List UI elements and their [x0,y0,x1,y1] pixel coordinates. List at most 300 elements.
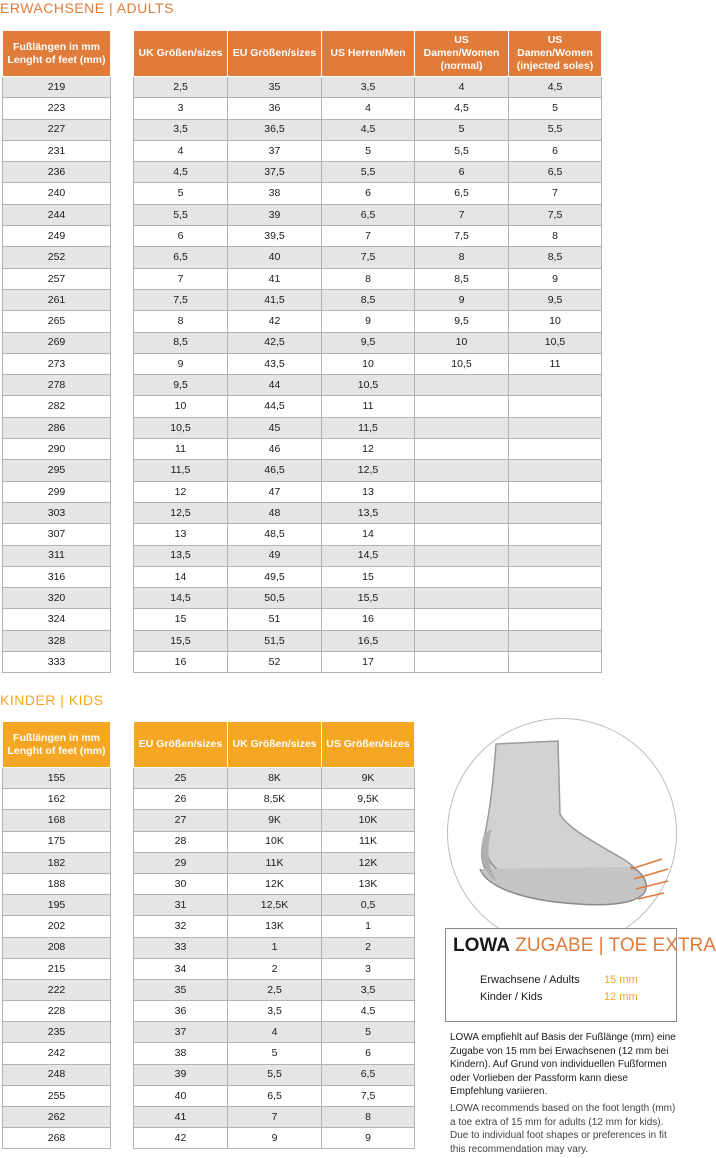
adults-size-cell: 5,5 [134,204,228,225]
kids-size-cell: 39 [134,1064,228,1085]
kids-foot-length-row [3,1085,111,1106]
adults-size-cell: 8,5 [509,247,602,268]
adults-foot-length-row [3,247,111,268]
adults-foot-length-cell: 333 [3,652,111,673]
adults-size-cell: 2,5 [134,77,228,98]
adults-size-cell: 11,5 [322,417,415,438]
adults-size-cell: 13 [134,524,228,545]
kids-foot-length-cell: 155 [3,768,111,789]
adults-size-cell: 4,5 [134,162,228,183]
adults-size-cell: 13,5 [322,502,415,523]
kids-us-header: US Größen/sizes [322,722,415,768]
adults-size-row [134,502,602,523]
kids-size-cell: 29 [134,852,228,873]
adults-size-cell: 47 [228,481,322,502]
adults-size-cell: 15,5 [134,630,228,651]
adults-size-cell [509,566,602,587]
adults-size-cell: 48 [228,502,322,523]
kids-size-cell: 28 [134,831,228,852]
kids-size-cell: 13K [322,873,415,894]
adults-foot-length-cell: 307 [3,524,111,545]
adults-size-cell: 12,5 [134,502,228,523]
adults-foot-length-row [3,652,111,673]
adults-size-cell: 7 [322,226,415,247]
adults-size-row [134,332,602,353]
adults-size-cell: 10,5 [415,353,509,374]
kids-size-cell: 32 [134,916,228,937]
kids-size-cell: 5,5 [228,1064,322,1085]
adults-size-cell: 8,5 [415,268,509,289]
adults-size-cell: 37,5 [228,162,322,183]
toe-extra-title [453,935,716,957]
adults-size-cell: 37 [228,140,322,161]
kids-size-row [134,1001,415,1022]
kids-size-cell: 6,5 [228,1085,322,1106]
adults-extra-value: 15 mm [604,974,638,986]
adults-size-cell: 3,5 [322,77,415,98]
adults-size-cell: 6,5 [134,247,228,268]
adults-size-cell: 6 [415,162,509,183]
adults-size-cell: 4,5 [415,98,509,119]
kids-foot-length-row [3,810,111,831]
adults-size-cell: 13,5 [134,545,228,566]
adults-size-cell: 8,5 [322,289,415,310]
adults-size-row [134,652,602,673]
adults-size-cell: 52 [228,652,322,673]
adults-foot-length-row [3,375,111,396]
adults-foot-length-cell: 261 [3,289,111,310]
adults-size-row [134,268,602,289]
adults-size-cell: 14 [322,524,415,545]
adults-size-cell: 7,5 [322,247,415,268]
adults-size-cell: 11 [322,396,415,417]
adults-foot-length-cell: 311 [3,545,111,566]
adults-size-cell [415,460,509,481]
adults-size-row [134,417,602,438]
adults-foot-length-cell: 320 [3,588,111,609]
adults-size-row [134,77,602,98]
adults-size-cell: 43,5 [228,353,322,374]
adults-size-cell: 46,5 [228,460,322,481]
kids-size-cell: 9K [322,768,415,789]
adults-size-row [134,524,602,545]
kids-size-cell: 42 [134,1128,228,1149]
adults-size-cell: 9,5 [509,289,602,310]
kids-size-cell: 5 [322,1022,415,1043]
adults-foot-length-row [3,545,111,566]
adults-size-cell: 9 [415,289,509,310]
adults-foot-length-cell: 252 [3,247,111,268]
kids-foot-length-cell: 162 [3,789,111,810]
kids-foot-length-row [3,831,111,852]
adults-size-row [134,353,602,374]
adults-size-cell: 36,5 [228,119,322,140]
adults-size-cell: 46 [228,439,322,460]
adults-size-cell: 38 [228,183,322,204]
kids-size-cell: 5 [228,1043,322,1064]
kids-size-cell: 2 [322,937,415,958]
adults-size-cell: 48,5 [228,524,322,545]
kids-size-cell: 7 [228,1107,322,1128]
adults-foot-length-cell: 282 [3,396,111,417]
adults-size-cell: 5 [509,98,602,119]
kids-foot-length-cell: 222 [3,979,111,1000]
adults-size-cell [415,481,509,502]
adults-size-row [134,162,602,183]
kids-foot-length-cell: 255 [3,1085,111,1106]
adults-foot-length-cell: 278 [3,375,111,396]
kids-size-row [134,895,415,916]
kids-size-row [134,852,415,873]
adults-foot-length-cell: 257 [3,268,111,289]
adults-size-cell: 16,5 [322,630,415,651]
adults-size-table [133,30,602,673]
adults-size-cell: 7 [134,268,228,289]
adults-size-cell [509,481,602,502]
adults-size-cell [415,375,509,396]
adults-size-cell: 10 [415,332,509,353]
adults-size-cell: 39,5 [228,226,322,247]
adults-size-cell [509,609,602,630]
adults-foot-length-row [3,226,111,247]
adults-size-cell [415,396,509,417]
adults-foot-length-row [3,524,111,545]
adults-size-cell: 5 [415,119,509,140]
adults-size-cell: 45 [228,417,322,438]
adults-foot-length-cell: 231 [3,140,111,161]
kids-size-cell: 12,5K [228,895,322,916]
adults-size-cell: 10 [322,353,415,374]
adults-size-row [134,98,602,119]
adults-size-row [134,396,602,417]
adults-size-cell: 7 [509,183,602,204]
kids-foot-length-row [3,937,111,958]
kids-size-cell: 11K [228,852,322,873]
adults-size-cell: 40 [228,247,322,268]
adults-size-cell: 5 [322,140,415,161]
adults-size-cell: 10,5 [134,417,228,438]
adults-size-row [134,311,602,332]
adults-size-cell: 5,5 [415,140,509,161]
kids-foot-length-row [3,852,111,873]
kids-foot-length-row [3,1022,111,1043]
adults-size-cell: 8,5 [134,332,228,353]
adults-size-cell: 10 [134,396,228,417]
adults-size-cell: 7,5 [134,289,228,310]
adults-size-cell: 10,5 [509,332,602,353]
kids-size-cell: 11K [322,831,415,852]
adults-foot-length-row [3,417,111,438]
adults-foot-length-cell: 244 [3,204,111,225]
adults-size-row [134,140,602,161]
kids-foot-length-row [3,1001,111,1022]
adults-foot-length-row [3,289,111,310]
adults-size-row [134,289,602,310]
adults-foot-length-cell: 316 [3,566,111,587]
adults-foot-length-row [3,140,111,161]
kids-foot-length-cell: 195 [3,895,111,916]
kids-foot-length-row [3,1043,111,1064]
adults-size-cell: 14,5 [134,588,228,609]
kids-size-cell: 33 [134,937,228,958]
adults-size-cell [509,652,602,673]
foot-illustration [447,718,677,948]
adults-size-cell: 8 [134,311,228,332]
adults-foot-length-cell: 236 [3,162,111,183]
adults-size-cell: 49,5 [228,566,322,587]
adults-foot-length-row [3,353,111,374]
adults-foot-length-row [3,502,111,523]
adults-foot-length-row [3,609,111,630]
kids-size-cell: 2,5 [228,979,322,1000]
adults-foot-length-cell: 303 [3,502,111,523]
adults-foot-length-row [3,439,111,460]
adults-size-cell: 10,5 [322,375,415,396]
kids-size-row [134,873,415,894]
adults-size-cell: 50,5 [228,588,322,609]
adults-foot-length-table [2,30,111,673]
kids-size-cell: 10K [228,831,322,852]
kids-size-cell: 2 [228,958,322,979]
adults-size-cell: 39 [228,204,322,225]
adults-size-cell: 4,5 [322,119,415,140]
adults-section-title: ERWACHSENE | ADULTS [0,0,174,16]
adults-size-cell [415,588,509,609]
adults-size-cell [509,375,602,396]
adults-size-cell: 42 [228,311,322,332]
kids-size-cell: 1 [322,916,415,937]
adults-size-row [134,226,602,247]
kids-size-row [134,810,415,831]
adults-size-cell [509,502,602,523]
kids-size-row [134,1128,415,1149]
adults-size-cell: 9 [134,353,228,374]
adults-size-cell: 7,5 [509,204,602,225]
kids-size-table [133,721,415,1149]
adults-size-cell: 5 [134,183,228,204]
adults-size-cell: 8 [509,226,602,247]
adults-size-cell: 12,5 [322,460,415,481]
toe-extra-brand: LOWA [453,935,510,956]
kids-size-cell: 3 [322,958,415,979]
adults-foot-length-row [3,98,111,119]
adults-size-row [134,630,602,651]
adults-foot-length-cell: 269 [3,332,111,353]
adults-size-cell [415,566,509,587]
kids-size-row [134,1107,415,1128]
kids-size-cell: 6 [322,1043,415,1064]
kids-size-cell: 40 [134,1085,228,1106]
adults-foot-length-row [3,268,111,289]
adults-size-cell: 17 [322,652,415,673]
adults-size-cell: 12 [134,481,228,502]
adults-foot-length-row [3,460,111,481]
adults-size-cell [509,439,602,460]
adults-size-row [134,439,602,460]
adults-foot-length-cell: 265 [3,311,111,332]
adults-size-row [134,588,602,609]
adults-foot-length-row [3,630,111,651]
toe-extra-box [445,928,716,1022]
adults-size-row [134,609,602,630]
adults-size-cell: 6 [509,140,602,161]
kids-size-cell: 7,5 [322,1085,415,1106]
adults-size-row [134,247,602,268]
adults-size-cell: 6 [134,226,228,247]
kids-size-cell: 26 [134,789,228,810]
kids-size-row [134,1085,415,1106]
adults-size-cell: 4 [322,98,415,119]
recommendation-english: LOWA recommends based on the foot length (mm) a toe extra of 15 mm for adults (12 mm for kids). Due to individual foot shapes or preferences in fit this recommendation may vary. [450,1103,676,1155]
adults-size-cell [415,439,509,460]
kids-size-row [134,1064,415,1085]
kids-size-cell: 27 [134,810,228,831]
adults-foot-length-cell: 223 [3,98,111,119]
adults-size-cell: 9,5 [415,311,509,332]
adults-foot-length-cell: 240 [3,183,111,204]
kids-size-cell: 4 [228,1022,322,1043]
kids-size-cell: 34 [134,958,228,979]
kids-size-row [134,1043,415,1064]
adults-size-cell: 6 [322,183,415,204]
adults-foot-length-cell: 295 [3,460,111,481]
adults-us-men-header: US Herren/Men [322,31,415,77]
adults-size-cell: 10 [509,311,602,332]
adults-foot-length-cell: 273 [3,353,111,374]
kids-extra-value: 12 mm [604,991,638,1003]
kids-size-row [134,768,415,789]
adults-foot-length-cell: 299 [3,481,111,502]
adults-size-cell [509,460,602,481]
kids-size-row [134,979,415,1000]
adults-size-cell: 14,5 [322,545,415,566]
adults-size-cell [415,630,509,651]
adults-foot-length-row [3,183,111,204]
adults-size-cell: 16 [134,652,228,673]
recommendation-german: LOWA empfiehlt auf Basis der Fußlänge (mm) eine Zugabe von 15 mm bei Erwachsenen (12 mm bei Kindern). Auf Grund von individuellen Fußformen oder Vorlieben der Passform kann diese Empfehlung variieren. [450,1032,676,1097]
adults-size-cell [509,545,602,566]
adults-size-cell [415,545,509,566]
kids-foot-length-row [3,1107,111,1128]
adults-foot-length-row [3,332,111,353]
adults-size-cell [509,396,602,417]
adults-size-cell: 51,5 [228,630,322,651]
kids-size-cell: 9 [322,1128,415,1149]
adults-foot-length-row [3,162,111,183]
adults-size-cell: 11 [509,353,602,374]
adults-foot-length-row [3,481,111,502]
kids-eu-header: EU Größen/sizes [134,722,228,768]
adults-size-cell [415,609,509,630]
kids-foot-length-row [3,958,111,979]
kids-foot-length-cell: 268 [3,1128,111,1149]
kids-size-row [134,937,415,958]
adults-us-women-normal-header: US Damen/Women (normal) [415,31,509,77]
kids-size-cell: 12K [228,873,322,894]
kids-size-cell: 8 [322,1107,415,1128]
adults-size-cell: 6,5 [415,183,509,204]
adults-size-row [134,566,602,587]
adults-size-cell: 15 [322,566,415,587]
adults-size-cell: 49 [228,545,322,566]
adults-size-cell: 36 [228,98,322,119]
adults-foot-length-cell: 328 [3,630,111,651]
adults-size-cell: 6,5 [322,204,415,225]
kids-size-cell: 4,5 [322,1001,415,1022]
adults-size-row [134,460,602,481]
adults-foot-length-header: Fußlängen in mm Lenght of feet (mm) [3,31,111,77]
foot-sock-icon [448,719,678,949]
adults-size-cell: 44,5 [228,396,322,417]
adults-size-cell: 6,5 [509,162,602,183]
kids-size-row [134,831,415,852]
kids-size-cell: 35 [134,979,228,1000]
kids-foot-length-cell: 235 [3,1022,111,1043]
adults-size-cell: 4,5 [509,77,602,98]
adults-foot-length-row [3,77,111,98]
adults-foot-length-cell: 286 [3,417,111,438]
adults-size-cell: 14 [134,566,228,587]
kids-foot-length-row [3,873,111,894]
kids-size-cell: 41 [134,1107,228,1128]
adults-foot-length-cell: 227 [3,119,111,140]
adults-size-cell [415,524,509,545]
adults-size-row [134,481,602,502]
kids-size-cell: 37 [134,1022,228,1043]
kids-foot-length-row [3,1064,111,1085]
adults-size-cell [509,588,602,609]
kids-size-cell: 9,5K [322,789,415,810]
adults-size-cell: 7,5 [415,226,509,247]
adults-extra-label: Erwachsene / Adults [480,974,580,986]
kids-size-cell: 8K [228,768,322,789]
adults-eu-header: EU Größen/sizes [228,31,322,77]
kids-foot-length-cell: 242 [3,1043,111,1064]
adults-foot-length-row [3,204,111,225]
kids-size-cell: 36 [134,1001,228,1022]
adults-size-cell [415,652,509,673]
kids-foot-length-cell: 208 [3,937,111,958]
adults-size-cell: 5,5 [509,119,602,140]
kids-foot-length-cell: 202 [3,916,111,937]
adults-size-row [134,545,602,566]
adults-foot-length-cell: 324 [3,609,111,630]
adults-size-cell: 8 [322,268,415,289]
kids-size-cell: 9K [228,810,322,831]
adults-size-cell: 41,5 [228,289,322,310]
adults-size-cell: 9 [322,311,415,332]
adults-size-cell [509,524,602,545]
kids-foot-length-cell: 262 [3,1107,111,1128]
adults-foot-length-cell: 249 [3,226,111,247]
kids-foot-length-cell: 168 [3,810,111,831]
kids-size-cell: 3,5 [322,979,415,1000]
kids-size-cell: 6,5 [322,1064,415,1085]
adults-foot-length-row [3,311,111,332]
adults-size-cell [509,417,602,438]
adults-size-cell: 3,5 [134,119,228,140]
adults-size-cell: 11,5 [134,460,228,481]
adults-size-cell: 9 [509,268,602,289]
kids-size-cell: 3,5 [228,1001,322,1022]
kids-size-row [134,916,415,937]
kids-foot-length-cell: 248 [3,1064,111,1085]
kids-size-cell: 8,5K [228,789,322,810]
kids-size-cell: 31 [134,895,228,916]
kids-size-cell: 1 [228,937,322,958]
adults-size-cell: 42,5 [228,332,322,353]
kids-section-title: KINDER | KIDS [0,692,104,708]
